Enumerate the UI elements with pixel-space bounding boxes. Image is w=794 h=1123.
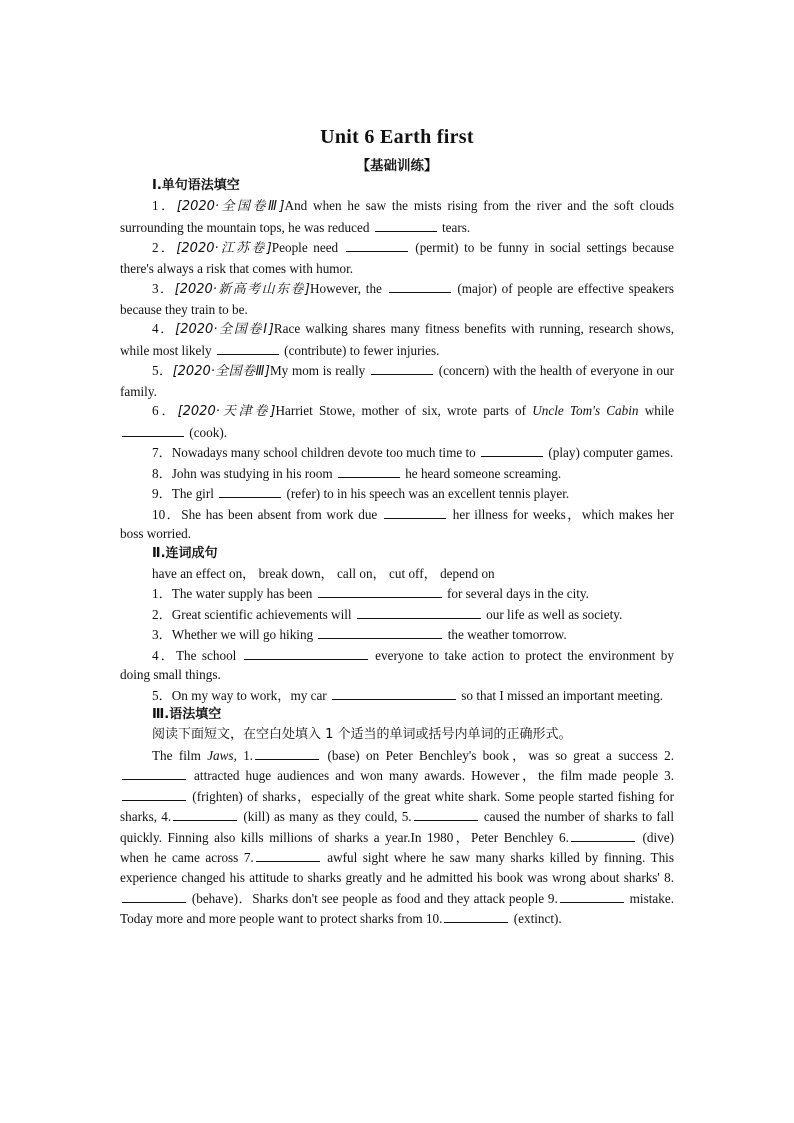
question-text: Great scientific achievements will — [171, 606, 352, 622]
question-text: She has been absent from work due — [181, 506, 378, 522]
question-text: (concern) with the health of everyone in our family. — [120, 363, 675, 399]
question-number: 2． — [152, 606, 172, 622]
answer-blank[interactable] — [255, 745, 319, 760]
question-item — [120, 483, 674, 504]
answer-blank[interactable] — [122, 422, 184, 437]
section3-instruction: 阅读下面短文，在空白处填入 1 个适当的单词或括号内单词的正确形式。 — [152, 727, 572, 742]
answer-blank[interactable] — [244, 645, 368, 660]
question-item — [120, 196, 674, 237]
answer-blank[interactable] — [444, 908, 508, 923]
question-source: [2020·全国卷Ⅲ] — [172, 364, 270, 379]
question-number: 6． — [152, 403, 178, 418]
question-text: Harriet Stowe, mother of six, wrote parts of — [275, 403, 527, 418]
passage-text: attracted huge audiences and won many awards. However，the film made people 3. — [188, 768, 674, 784]
question-number: 3． — [152, 281, 175, 296]
question-text: tears. — [442, 219, 471, 235]
question-item — [120, 237, 674, 278]
passage-text: awful sight where he saw many sharks killed by finning. This experience changed his attitude to sharks greatly and he admitted his book was wrong about sharks' 8. — [120, 850, 674, 886]
question-text: he heard someone screaming. — [405, 465, 562, 481]
answer-blank[interactable] — [318, 583, 442, 598]
question-text: My mom is really — [269, 363, 366, 378]
answer-blank[interactable] — [122, 765, 186, 780]
question-text: her illness for weeks，which makes her boss worried. — [120, 506, 675, 541]
question-text: while — [644, 403, 675, 418]
answer-blank[interactable] — [571, 827, 635, 842]
passage-text: mistake. Today more and more people want to protect sharks from 10. — [120, 890, 674, 927]
question-number: 1． — [152, 198, 177, 213]
answer-blank[interactable] — [318, 624, 442, 639]
question-item — [120, 319, 674, 360]
question-source: [2020·全国卷Ⅰ] — [175, 322, 274, 337]
question-item — [120, 504, 674, 544]
section3-heading: Ⅲ.语法填空 — [152, 707, 222, 722]
question-text: Whether we will go hiking — [171, 627, 314, 642]
passage-text: 1. — [236, 747, 254, 763]
question-text: (permit) to be funny in social settings because there's always a risk that comes with humor. — [120, 240, 675, 276]
question-number: 9． — [152, 486, 172, 501]
cloze-passage — [120, 745, 674, 929]
question-text: People need — [271, 240, 339, 255]
page-title: Unit 6 Earth first — [320, 126, 474, 148]
question-text: (major) of people are effective speakers because they train to be. — [120, 281, 675, 317]
answer-blank[interactable] — [481, 442, 543, 457]
question-text: Race walking shares many fitness benefits with running, research shows, while most likely — [120, 321, 674, 358]
question-text: everyone to take action to protect the environment by doing small things. — [120, 647, 674, 682]
section1-list — [120, 196, 674, 544]
question-number: 10． — [152, 506, 182, 522]
answer-blank[interactable] — [217, 340, 279, 355]
question-italic-title: Uncle Tom's Cabin — [532, 403, 639, 418]
question-text: However, the — [309, 281, 382, 296]
sentence-item — [120, 645, 674, 685]
question-text: The girl — [171, 486, 214, 501]
question-number: 5． — [152, 363, 173, 378]
question-source: [2020·全国卷Ⅲ] — [176, 199, 285, 214]
question-text: (play) computer games. — [548, 445, 674, 460]
question-source: [2020·江苏卷] — [176, 241, 272, 256]
question-text: John was studying in his room — [171, 465, 333, 481]
question-item — [120, 360, 674, 401]
question-text: for several days in the city. — [447, 586, 589, 601]
page-subtitle: 【基础训练】 — [356, 158, 438, 173]
section2-list — [120, 583, 674, 705]
passage-text: (behave)．Sharks don't see people as food and they attack people 9. — [188, 890, 558, 906]
question-item — [120, 442, 674, 463]
answer-blank[interactable] — [173, 806, 237, 821]
answer-blank[interactable] — [338, 463, 400, 478]
answer-blank[interactable] — [389, 278, 451, 293]
question-text: the weather tomorrow. — [447, 627, 567, 642]
passage-text: caused the number of sharks to fall quickly. Finning also kills millions of sharks a year.In 1980，Peter Benchley 6. — [120, 809, 675, 845]
question-text: (contribute) to fewer injuries. — [284, 342, 440, 358]
answer-blank[interactable] — [384, 504, 446, 519]
question-number: 4． — [152, 647, 176, 663]
passage-italic-title: Jaws, — [207, 747, 237, 763]
passage-text: (frighten) of sharks，especially of the great white shark. Some people started fishing for sharks, 4. — [120, 788, 674, 825]
passage-text: (dive) when he came across 7. — [120, 829, 674, 866]
answer-blank[interactable] — [256, 847, 320, 862]
passage-text: (extinct). — [510, 911, 562, 927]
answer-blank[interactable] — [122, 786, 186, 801]
question-text: so that I missed an important meeting. — [461, 687, 664, 703]
section2-heading: Ⅱ.连词成句 — [152, 545, 218, 561]
section2-phrase-bank: have an effect on， break down， call on， cut off， depend on — [152, 565, 495, 581]
sentence-item — [120, 685, 674, 706]
question-text: The school — [176, 647, 237, 663]
answer-blank[interactable] — [414, 806, 478, 821]
question-text: Nowadays many school children devote too much time to — [171, 445, 476, 460]
answer-blank[interactable] — [375, 217, 437, 232]
answer-blank[interactable] — [357, 604, 481, 619]
passage-text: (base) on Peter Benchley's book，was so great a success 2. — [321, 747, 674, 763]
question-text: On my way to work，my car — [171, 687, 327, 703]
question-number: 4． — [152, 321, 176, 336]
sentence-item — [120, 583, 674, 604]
answer-blank[interactable] — [122, 888, 186, 903]
question-text: (cook). — [189, 424, 228, 440]
question-number: 1． — [152, 586, 172, 601]
question-source: [2020·新高考山东卷] — [174, 282, 310, 297]
answer-blank[interactable] — [371, 360, 433, 375]
question-source: [2020·天津卷] — [177, 404, 276, 419]
answer-blank[interactable] — [346, 237, 408, 252]
answer-blank[interactable] — [332, 685, 456, 700]
question-number: 7． — [152, 445, 172, 460]
question-number: 3． — [152, 627, 172, 642]
question-number: 8． — [152, 465, 172, 481]
question-number: 5． — [152, 687, 172, 703]
question-text: our life as well as society. — [486, 606, 623, 622]
question-text: (refer) to in his speech was an excellent tennis player. — [286, 486, 570, 501]
question-number: 2． — [152, 240, 177, 255]
question-item — [120, 463, 674, 484]
sentence-item — [120, 624, 674, 645]
passage-text: The film — [152, 747, 208, 763]
passage-text: (kill) as many as they could, 5. — [239, 809, 412, 825]
question-item — [120, 401, 674, 442]
worksheet-page — [120, 120, 674, 929]
answer-blank[interactable] — [219, 483, 281, 498]
sentence-item — [120, 604, 674, 625]
answer-blank[interactable] — [560, 888, 624, 903]
question-text: The water supply has been — [171, 586, 313, 601]
section1-heading: Ⅰ.单句语法填空 — [152, 178, 240, 193]
question-item — [120, 278, 674, 319]
question-text: And when he saw the mists rising from the river and the soft clouds surrounding the mountain tops, he was reduced — [120, 198, 675, 235]
